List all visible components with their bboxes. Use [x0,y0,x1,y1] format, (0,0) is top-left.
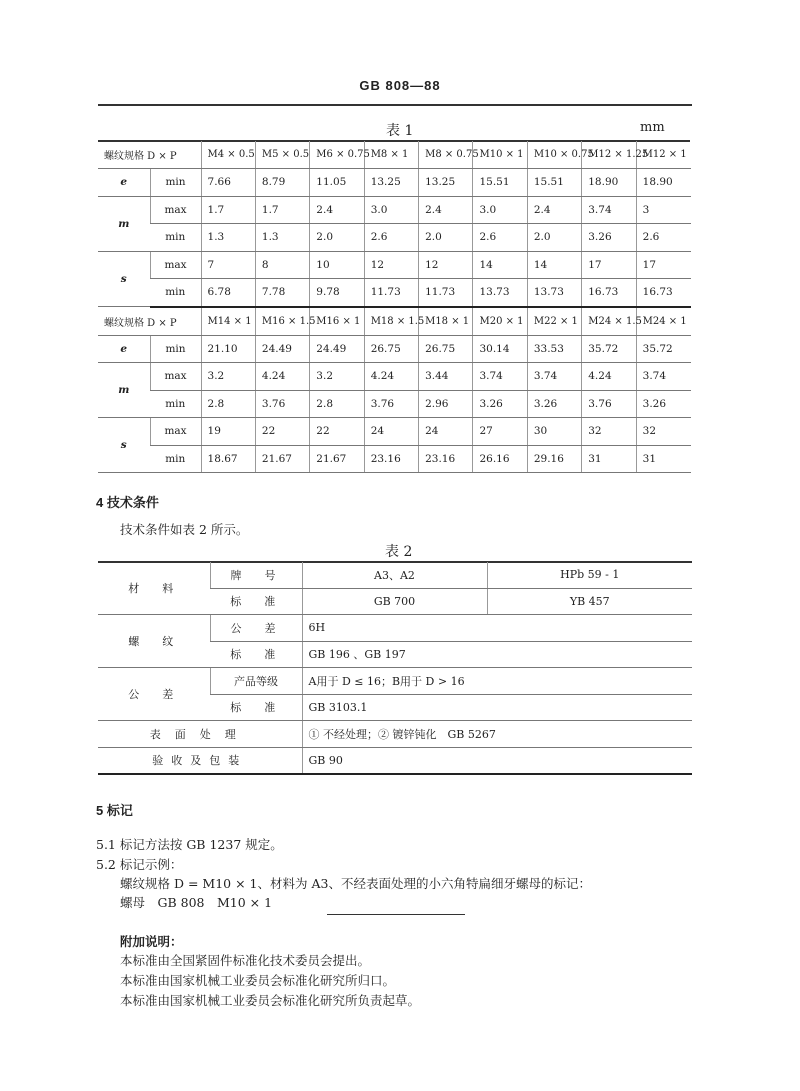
value-cell: 3.74 [636,363,690,391]
value-cell: 26.75 [419,335,473,363]
value-cell: 10 [310,251,364,279]
value-cell: 35.72 [636,335,690,363]
spec-label: 螺纹规格 D × P [98,141,201,169]
value-cell: 3.26 [473,390,527,418]
sub-label: min [150,390,201,418]
value-cell: 3.76 [255,390,309,418]
value-cell: 11.73 [419,279,473,307]
m-label: m [98,363,150,418]
spec-cell: M24 × 1 [636,307,690,336]
value-cell: 13.25 [419,169,473,197]
brand-b: HPb 59 - 1 [487,562,692,588]
value-cell: 15.51 [473,169,527,197]
value-cell: 3.74 [527,363,581,391]
notes-line: 本标准由国家机械工业委员会标准化研究所归口。 [120,973,396,988]
sub-label: max [150,418,201,446]
tol-label: 公 差 [210,615,302,642]
table-row [98,224,691,252]
value-cell: 2.6 [364,224,418,252]
value-cell: 27 [473,418,527,446]
value-cell: 24 [419,418,473,446]
value-cell: 3.76 [582,390,636,418]
table-row [98,169,691,197]
value-cell: 11.73 [364,279,418,307]
value-cell: 18.67 [201,445,255,473]
spec-cell: M8 × 1 [364,141,418,169]
std-label: 标 准 [210,588,302,615]
table2-caption: 表 2 [385,544,413,560]
value-cell: 23.16 [419,445,473,473]
value-cell: 4.24 [255,363,309,391]
value-cell: 7 [201,251,255,279]
value-cell: 32 [636,418,690,446]
table-row [98,363,691,391]
spec-cell: M14 × 1 [201,307,255,336]
value-cell: 11.05 [310,169,364,197]
table-row [98,418,691,446]
value-cell: 31 [636,445,690,473]
spec-cell: M10 × 0.75 [527,141,581,169]
accept-value: GB 90 [302,747,692,774]
value-cell: 12 [419,251,473,279]
sub-label: min [150,224,201,252]
table-row [98,251,691,279]
value-cell: 18.90 [636,169,690,197]
value-cell: 21.10 [201,335,255,363]
value-cell: 8.79 [255,169,309,197]
table1 [98,141,691,473]
spec-cell: M10 × 1 [473,141,527,169]
brand-label: 牌 号 [210,562,302,588]
e-sub-label: min [150,169,201,197]
section5-p52: 5.2 标记示例： [96,857,183,872]
marking-example: 螺纹规格 D = M10 × 1、材料为 A3、不经表面处理的小六角特扁细牙螺母的标记： [120,876,591,891]
grade-label: 产品等级 [210,668,302,695]
value-cell: 14 [527,251,581,279]
spec-cell: M24 × 1.5 [582,307,636,336]
value-cell: 35.72 [582,335,636,363]
value-cell: 32 [582,418,636,446]
m-label: m [98,196,150,251]
value-cell: 15.51 [527,169,581,197]
value-cell: 2.4 [527,196,581,224]
sub-label: max [150,196,201,224]
spec-cell: M20 × 1 [473,307,527,336]
value-cell: 21.67 [310,445,364,473]
value-cell: 3.74 [582,196,636,224]
table-row [98,390,691,418]
value-cell: 3.0 [473,196,527,224]
table-row [98,279,691,307]
thread-std-value: GB 196 、GB 197 [302,641,692,668]
value-cell: 3.26 [527,390,581,418]
value-cell: 3.2 [201,363,255,391]
table-row [98,196,691,224]
value-cell: 7.78 [255,279,309,307]
accept-label: 验收及包装 [98,747,302,774]
value-cell: 3.74 [473,363,527,391]
tol-value: 6H [302,615,692,642]
value-cell: 13.73 [473,279,527,307]
sub-label: max [150,363,201,391]
surface-label: 表面处理 [98,721,302,748]
section4-text: 技术条件如表 2 所示。 [120,522,249,537]
table1-unit: mm [640,120,665,135]
table-row [98,335,691,363]
value-cell: 18.90 [582,169,636,197]
value-cell: 26.75 [364,335,418,363]
spec-cell: M12 × 1 [636,141,690,169]
value-cell: 22 [310,418,364,446]
brand-a: A3、A2 [302,562,487,588]
value-cell: 3.26 [582,224,636,252]
value-cell: 7.66 [201,169,255,197]
section5-p51: 5.1 标记方法按 GB 1237 规定。 [96,837,283,852]
thread-label: 螺 纹 [98,615,210,668]
value-cell: 2.6 [473,224,527,252]
value-cell: 2.8 [201,390,255,418]
value-cell: 9.78 [310,279,364,307]
value-cell: 21.67 [255,445,309,473]
std-a: GB 700 [302,588,487,615]
value-cell: 2.6 [636,224,690,252]
e-label: e [98,169,150,197]
std-b: YB 457 [487,588,692,615]
spec-cell: M8 × 0.75 [419,141,473,169]
marking-value: 螺母 GB 808 M10 × 1 [120,895,273,910]
value-cell: 2.0 [527,224,581,252]
notes-title: 附加说明： [120,934,183,949]
value-cell: 8 [255,251,309,279]
value-cell: 33.53 [527,335,581,363]
value-cell: 3.0 [364,196,418,224]
value-cell: 6.78 [201,279,255,307]
tol-std-label: 标 准 [210,694,302,721]
value-cell: 2.0 [419,224,473,252]
sub-label: min [150,445,201,473]
spec-cell: M12 × 1.25 [582,141,636,169]
spec-cell: M16 × 1.5 [255,307,309,336]
value-cell: 29.16 [527,445,581,473]
table1-caption: 表 1 [386,123,414,139]
value-cell: 3 [636,196,690,224]
section5-heading: 5 标记 [96,803,133,818]
grade-value: A用于 D ≤ 16；B用于 D > 16 [302,668,692,695]
spec-label: 螺纹规格 D × P [98,307,201,336]
value-cell: 13.73 [527,279,581,307]
tolerance-label: 公 差 [98,668,210,721]
value-cell: 16.73 [582,279,636,307]
value-cell: 13.25 [364,169,418,197]
value-cell: 3.26 [636,390,690,418]
value-cell: 31 [582,445,636,473]
spec-cell: M5 × 0.5 [255,141,309,169]
value-cell: 4.24 [364,363,418,391]
spec-cell: M18 × 1.5 [364,307,418,336]
value-cell: 17 [582,251,636,279]
value-cell: 3.44 [419,363,473,391]
spec-cell: M6 × 0.75 [310,141,364,169]
value-cell: 24 [364,418,418,446]
spec-cell: M18 × 1 [419,307,473,336]
value-cell: 3.76 [364,390,418,418]
tol-std-value: GB 3103.1 [302,694,692,721]
notes-rule [327,914,465,915]
sub-label: max [150,251,201,279]
spec-cell: M16 × 1 [310,307,364,336]
value-cell: 16.73 [636,279,690,307]
value-cell: 2.0 [310,224,364,252]
thread-std-label: 标 准 [210,641,302,668]
value-cell: 17 [636,251,690,279]
value-cell: 22 [255,418,309,446]
value-cell: 3.2 [310,363,364,391]
spec-header-row [98,141,691,169]
value-cell: 1.7 [255,196,309,224]
spec-header-row [98,307,691,336]
value-cell: 4.24 [582,363,636,391]
value-cell: 24.49 [255,335,309,363]
value-cell: 2.4 [419,196,473,224]
s-label: s [98,251,150,307]
value-cell: 2.8 [310,390,364,418]
table-row [98,445,691,473]
value-cell: 19 [201,418,255,446]
notes-line: 本标准由全国紧固件标准化技术委员会提出。 [120,953,371,968]
value-cell: 23.16 [364,445,418,473]
sub-label: min [150,279,201,307]
value-cell: 26.16 [473,445,527,473]
e-sub-label: min [150,335,201,363]
value-cell: 2.4 [310,196,364,224]
section4-heading: 4 技术条件 [96,495,159,510]
value-cell: 1.7 [201,196,255,224]
value-cell: 12 [364,251,418,279]
value-cell: 1.3 [201,224,255,252]
value-cell: 30 [527,418,581,446]
value-cell: 24.49 [310,335,364,363]
notes-line: 本标准由国家机械工业委员会标准化研究所负责起草。 [120,993,421,1008]
header-rule [98,104,692,106]
value-cell: 1.3 [255,224,309,252]
table2 [98,562,692,775]
surface-value: ① 不经处理；② 镀锌钝化 GB 5267 [302,721,692,748]
material-label: 材 料 [98,562,210,615]
value-cell: 30.14 [473,335,527,363]
spec-cell: M22 × 1 [527,307,581,336]
value-cell: 14 [473,251,527,279]
e-label: e [98,335,150,363]
document-header: GB 808—88 [359,78,441,93]
s-label: s [98,418,150,473]
spec-cell: M4 × 0.5 [201,141,255,169]
value-cell: 2.96 [419,390,473,418]
